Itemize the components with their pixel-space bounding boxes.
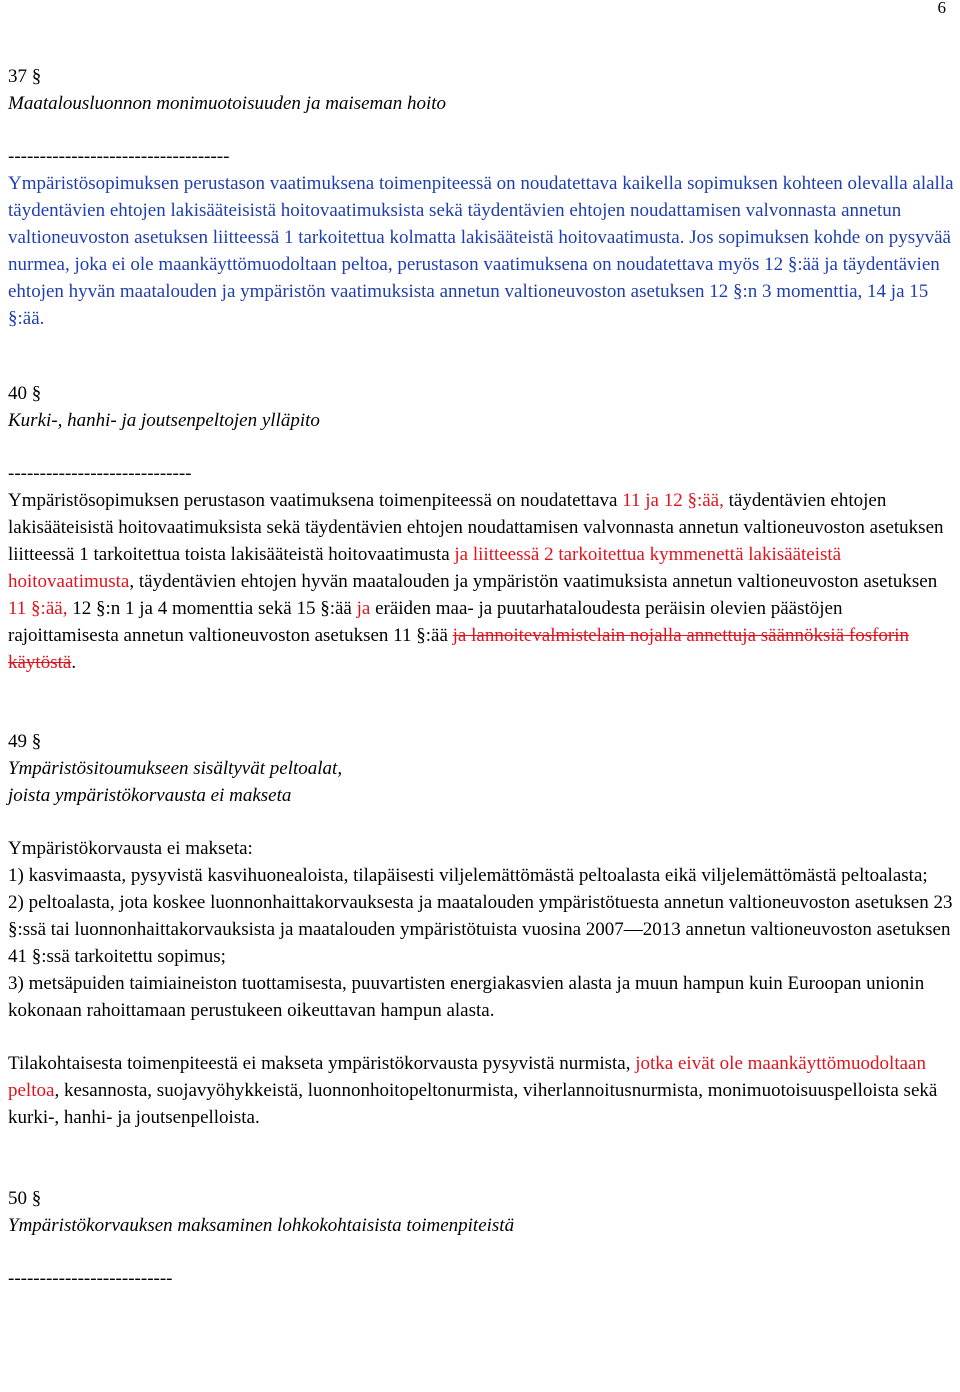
dash-separator: ----------------------------- [8, 463, 192, 484]
section-title: Kurki-, hanhi- ja joutsenpeltojen ylläpito [8, 410, 320, 431]
added-text: ja [356, 598, 371, 619]
section-title-line2: joista ympäristökorvausta ei makseta [8, 785, 292, 806]
section-title: Ympäristökorvauksen maksaminen lohkokohtaisista toimenpiteistä [8, 1215, 515, 1236]
list-item: 2) peltoalasta, jota koskee luonnonhaittakorvauksesta ja maatalouden ympäristötuesta annetun valtioneuvoston asetuksen 23 §:ssä tai luonnonhaittakorvauksista ja maatalouden ympäristötuista vuosina 2007—2013 annetun valtioneuvoston asetuksen 41 §:ssä tarkoitettu sopimus; [8, 892, 953, 967]
text-run: . [71, 652, 77, 673]
section-title-line1: Ympäristösitoumukseen sisältyvät peltoalat, [8, 758, 343, 779]
text-run: Ympäristösopimuksen perustason vaatimuksena toimenpiteessä on noudatettava [8, 490, 623, 511]
dash-separator: ----------------------------------- [8, 146, 230, 167]
added-text: 11 §:ää, [8, 598, 68, 619]
section-heading: 40 § [8, 383, 42, 404]
section-heading: 37 § [8, 66, 42, 87]
text-run: Tilakohtaisesta toimenpiteestä ei makseta ympäristökorvausta pysyvistä nurmista, [8, 1053, 636, 1074]
list-item: 1) kasvimaasta, pysyvistä kasvihuonealoista, tilapäisesti viljelemättömästä peltoalasta eikä viljelemättömästä peltoalasta; [8, 865, 928, 886]
section-49 [8, 728, 954, 1131]
paragraph [8, 170, 954, 332]
section-heading: 50 § [8, 1188, 42, 1209]
section-title: Maatalousluonnon monimuotoisuuden ja maiseman hoito [8, 93, 447, 114]
section-50 [8, 1185, 954, 1292]
text-run: , täydentävien ehtojen hyvän maatalouden ja ympäristön vaatimuksista annetun valtioneuvoston asetuksen [129, 571, 938, 592]
text-run: 12 §:n 1 ja 4 momenttia sekä 15 §:ää [67, 598, 357, 619]
added-text: 11 ja 12 §:ää, [622, 490, 724, 511]
text-run: täydentävien ehtojen lakisääteisistä hoitovaatimuksista sekä täydentävien ehtojen noudattamisen valvonnasta annetun valtioneuvoston asetuksen liitteessä 1 tarkoitettua toista lakisääteistä hoitovaatimusta [8, 490, 944, 565]
paragraph [8, 487, 954, 676]
added-text: Jos sopimuksen kohde on pysyvää nurmea, joka ei ole maankäyttömuodoltaan peltoa, perustason vaatimuksena on noudatettava myös 12 §:ää ja täydentävien ehtojen hyvän maatalouden ja ympäristön vaatimuksista annetun valtioneuvoston asetuksen 12 §:n 3 momenttia, 14 ja 15 §:ää. [8, 227, 951, 329]
section-heading: 49 § [8, 731, 42, 752]
added-text: jotka eivät ole maankäyttömuodoltaan peltoa [8, 1053, 926, 1101]
document-body [8, 63, 954, 1292]
text-run: , kesannosta, suojavyöhykkeistä, luonnonhoitopeltonurmista, viherlannoitusnurmista, monimuotoisuuspelloista sekä kurki-, hanhi- ja joutsenpelloista. [8, 1080, 938, 1128]
list-intro: Ympäristökorvausta ei makseta: [8, 838, 253, 859]
paragraph [8, 1050, 954, 1131]
section-37 [8, 63, 954, 332]
added-text: ja liitteessä 2 tarkoitettua kymmenettä lakisääteistä hoitovaatimusta [8, 544, 842, 592]
deleted-text: ja lannoitevalmistelain nojalla annettuja säännöksiä fosforin käytöstä [8, 625, 910, 673]
list-item: 3) metsäpuiden taimiaineiston tuottamisesta, puuvartisten energiakasvien alasta ja muun hampun kuin Euroopan unionin kokonaan rahoittamaan perustukeen oikeuttavan hampun alasta. [8, 973, 925, 1021]
section-40 [8, 380, 954, 676]
dash-separator: -------------------------- [8, 1268, 173, 1289]
amended-text: Ympäristösopimuksen perustason vaatimuksena toimenpiteessä on noudatettava kaikella sopimuksen kohteen olevalla alalla täydentävien ehtojen lakisääteisistä hoitovaatimuksista sekä täydentävien ehtojen noudattamisen valvonnasta annetun valtioneuvoston asetuksen liitteessä 1 tarkoitettua kolmatta lakisääteistä hoitovaatimusta. [8, 173, 954, 248]
text-run: eräiden maa- ja puutarhataloudesta peräisin olevien päästöjen rajoittamisesta annetun valtioneuvoston asetuksen 11 §:ää [8, 598, 843, 646]
page-number: 6 [937, 0, 946, 17]
